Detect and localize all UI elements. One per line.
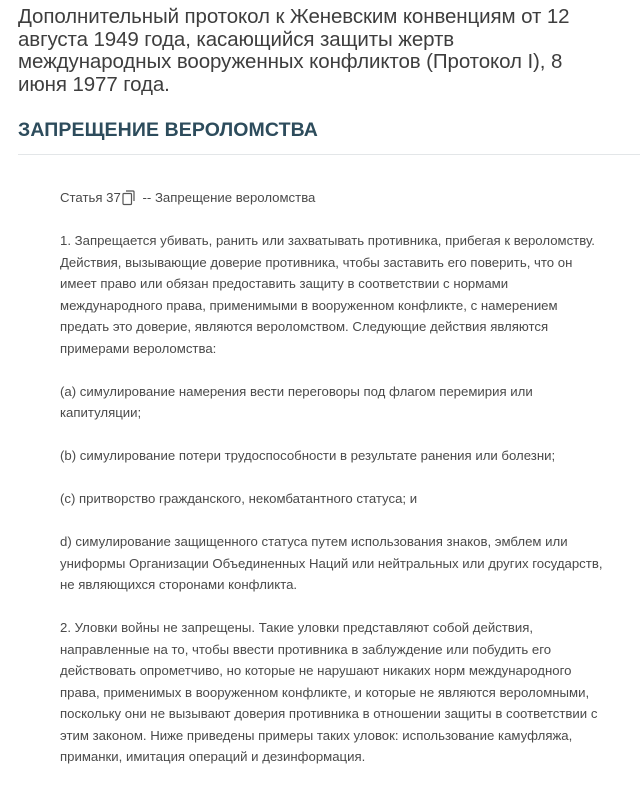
paragraph-line: имеет право или обязан предоставить защиту в соответствии с нормами bbox=[60, 276, 509, 291]
paragraph bbox=[60, 531, 640, 596]
paragraph-line: (a) симулирование намерения вести переговоры под флагом перемирия или bbox=[60, 383, 533, 399]
paragraph-line: (b) симулирование потери трудоспособности в результате ранения или болезни; bbox=[60, 448, 556, 463]
article-label: Статья 37 bbox=[60, 190, 121, 205]
paragraph-spacer bbox=[60, 510, 640, 532]
paragraph bbox=[60, 488, 640, 510]
paragraph-line: Действия, вызывающие доверие противника, чтобы заставить его поверить, что он bbox=[60, 254, 573, 270]
paragraph-line: поскольку они не вызывают доверия противника в отношении защиты в соответствии с bbox=[60, 706, 598, 721]
paragraph-line: права, применимых в вооруженном конфликте, и которые не являются вероломными, bbox=[60, 684, 590, 700]
paragraph-spacer bbox=[60, 467, 640, 489]
paragraph bbox=[60, 230, 640, 359]
paragraph-spacer bbox=[60, 209, 640, 231]
paragraph-line: примерами вероломства: bbox=[60, 340, 217, 356]
section-divider bbox=[18, 154, 640, 155]
article-header bbox=[60, 187, 640, 209]
paragraph-line: международного права, применимыми в вооруженном конфликте, с намерением bbox=[60, 297, 558, 313]
paragraph-line: 1. Запрещается убивать, ранить или захватывать противника, прибегая к вероломству. bbox=[60, 233, 595, 248]
paragraph-spacer bbox=[60, 359, 640, 381]
paragraph-spacer bbox=[60, 424, 640, 446]
paragraph-spacer bbox=[60, 596, 640, 618]
document-title-line: августа 1949 года, касающийся защиты жертв bbox=[18, 27, 455, 51]
paragraph-line: не являющихся сторонами конфликта. bbox=[60, 577, 298, 592]
paragraph bbox=[60, 445, 640, 467]
paragraph-line: этим законом. Ниже приведены примеры таких уловок: использование камуфляжа, bbox=[60, 727, 573, 743]
paragraph bbox=[60, 617, 640, 768]
paragraph-line: предать это доверие, являются вероломством. Следующие действия являются bbox=[60, 319, 549, 334]
document-title bbox=[18, 6, 628, 96]
paragraph-line: капитуляции; bbox=[60, 405, 142, 420]
article-title: -- Запрещение вероломства bbox=[138, 190, 316, 205]
document-title-line: июня 1977 года. bbox=[18, 72, 170, 96]
document-title-line: международных вооруженных конфликтов (Протокол I), 8 bbox=[18, 50, 563, 73]
section-heading: ЗАПРЕЩЕНИЕ ВЕРОЛОМСТВА bbox=[18, 119, 318, 141]
document-title-line: Дополнительный протокол к Женевским конвенциям от 12 bbox=[18, 5, 570, 28]
paragraph-line: 2. Уловки войны не запрещены. Такие уловки представляют собой действия, bbox=[60, 620, 534, 635]
paragraph-line: (c) притворство гражданского, некомбатантного статуса; и bbox=[60, 491, 418, 506]
paragraph-line: d) симулирование защищенного статуса путем использования знаков, эмблем или bbox=[60, 534, 568, 549]
copy-icon[interactable] bbox=[122, 190, 135, 206]
paragraph-line: приманки, имитация операций и дезинформация. bbox=[60, 749, 366, 764]
paragraph bbox=[60, 381, 640, 424]
paragraph-line: направленные на то, чтобы ввести противника в заблуждение или побудить его bbox=[60, 641, 552, 657]
article-body bbox=[60, 187, 640, 768]
paragraph-line: униформы Организации Объединенных Наций или нейтральных или других государств, bbox=[60, 555, 603, 571]
paragraph-line: действовать опрометчиво, но которые не нарушают никаких норм международного bbox=[60, 663, 572, 678]
